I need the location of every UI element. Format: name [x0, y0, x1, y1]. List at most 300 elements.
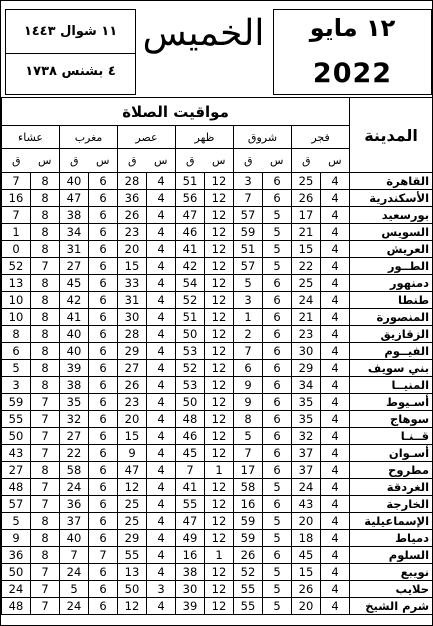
minute-cell: 38 [176, 564, 205, 581]
hour-cell: 4 [321, 411, 350, 428]
minute-cell: 20 [118, 241, 147, 258]
prayer-header: مغرب [60, 126, 118, 149]
city-name: شرم الشيخ [350, 598, 433, 615]
minute-cell: 7 [176, 462, 205, 479]
minute-cell: 37 [60, 513, 89, 530]
minute-cell: 32 [60, 411, 89, 428]
hour-cell: 4 [321, 530, 350, 547]
hour-cell: 5 [263, 258, 292, 275]
city-name: بني سويف [350, 360, 433, 377]
minute-cell: 5 [2, 513, 31, 530]
hour-cell: 5 [263, 479, 292, 496]
table-row [2, 547, 433, 564]
hour-cell: 6 [89, 496, 118, 513]
minute-cell: 42 [60, 292, 89, 309]
minute-cell: 1 [2, 224, 31, 241]
hour-cell: 4 [321, 343, 350, 360]
table-row [2, 394, 433, 411]
minute-cell: 5 [234, 275, 263, 292]
gregorian-date-box [273, 9, 432, 95]
hour-cell: 12 [205, 326, 234, 343]
hour-cell: 4 [147, 496, 176, 513]
minute-cell: 26 [292, 581, 321, 598]
minute-cell: 50 [176, 326, 205, 343]
minute-unit: ق [11, 154, 21, 167]
minute-cell: 26 [292, 190, 321, 207]
minute-cell: 41 [176, 479, 205, 496]
minute-cell: 10 [2, 309, 31, 326]
minute-cell: 23 [292, 326, 321, 343]
minute-unit: ق [127, 154, 137, 167]
minute-cell: 27 [2, 462, 31, 479]
minute-cell: 15 [292, 241, 321, 258]
hour-cell: 6 [263, 445, 292, 462]
minute-cell: 59 [234, 513, 263, 530]
hijri-coptic-box [5, 9, 136, 95]
minute-cell: 35 [60, 394, 89, 411]
minute-cell: 51 [176, 309, 205, 326]
table-row [2, 598, 433, 615]
hour-cell: 8 [31, 207, 60, 224]
table-row [2, 241, 433, 258]
hour-cell: 12 [205, 530, 234, 547]
table-row [2, 224, 433, 241]
table-row [2, 462, 433, 479]
minute-cell: 26 [118, 207, 147, 224]
minute-cell: 55 [176, 496, 205, 513]
minute-cell: 45 [176, 445, 205, 462]
hour-cell: 4 [147, 547, 176, 564]
minute-cell: 9 [2, 530, 31, 547]
minute-cell: 47 [176, 207, 205, 224]
minute-cell: 58 [60, 462, 89, 479]
city-name: القاهرة [350, 173, 433, 190]
prayer-header: عصر [118, 126, 176, 149]
minute-cell: 15 [118, 428, 147, 445]
hour-cell: 7 [31, 394, 60, 411]
city-name: الطــور [350, 258, 433, 275]
minute-cell: 22 [60, 445, 89, 462]
unit-header [2, 149, 60, 173]
minute-cell: 35 [292, 394, 321, 411]
hour-cell: 4 [147, 190, 176, 207]
hour-cell: 4 [147, 479, 176, 496]
minute-unit: ق [243, 154, 253, 167]
minute-cell: 20 [118, 411, 147, 428]
hour-cell: 7 [31, 428, 60, 445]
hour-cell: 8 [31, 360, 60, 377]
minute-cell: 26 [118, 377, 147, 394]
minute-cell: 48 [176, 411, 205, 428]
hour-cell: 4 [147, 394, 176, 411]
hour-cell: 12 [205, 496, 234, 513]
hour-cell: 4 [147, 224, 176, 241]
minute-cell: 37 [292, 462, 321, 479]
minute-cell: 27 [60, 258, 89, 275]
minute-cell: 10 [2, 292, 31, 309]
hour-cell: 3 [147, 581, 176, 598]
minute-cell: 47 [118, 462, 147, 479]
table-row [2, 377, 433, 394]
hour-cell: 6 [89, 258, 118, 275]
minute-cell: 24 [60, 479, 89, 496]
table-row [2, 360, 433, 377]
minute-cell: 6 [2, 343, 31, 360]
minute-cell: 50 [176, 394, 205, 411]
city-name: السويس [350, 224, 433, 241]
gregorian-date: ١٢ مايو [309, 14, 396, 42]
table-title: مواقيت الصلاة [2, 98, 350, 126]
hour-cell: 5 [263, 224, 292, 241]
city-name: أسـوان [350, 445, 433, 462]
hour-cell: 4 [321, 360, 350, 377]
hour-cell: 8 [31, 530, 60, 547]
prayer-header: ظهر [176, 126, 234, 149]
minute-cell: 18 [292, 530, 321, 547]
hour-cell: 8 [31, 190, 60, 207]
hour-cell: 6 [263, 173, 292, 190]
minute-cell: 22 [292, 258, 321, 275]
hour-cell: 5 [263, 564, 292, 581]
minute-cell: 30 [176, 581, 205, 598]
minute-cell: 46 [176, 428, 205, 445]
hour-cell: 6 [89, 326, 118, 343]
unit-header [234, 149, 292, 173]
minute-cell: 3 [234, 173, 263, 190]
minute-cell: 49 [176, 530, 205, 547]
hour-cell: 4 [147, 445, 176, 462]
hour-cell: 8 [31, 275, 60, 292]
hour-cell: 6 [263, 411, 292, 428]
minute-cell: 32 [292, 428, 321, 445]
hour-cell: 4 [147, 275, 176, 292]
hour-cell: 8 [31, 462, 60, 479]
hour-cell: 7 [31, 411, 60, 428]
hour-cell: 7 [31, 581, 60, 598]
hour-cell: 4 [147, 241, 176, 258]
hour-cell: 4 [321, 547, 350, 564]
minute-cell: 6 [234, 360, 263, 377]
minute-cell: 35 [292, 411, 321, 428]
unit-header [292, 149, 350, 173]
minute-cell: 48 [2, 598, 31, 615]
hour-cell: 12 [205, 394, 234, 411]
minute-cell: 53 [176, 343, 205, 360]
hour-cell: 4 [147, 428, 176, 445]
minute-cell: 24 [292, 292, 321, 309]
hour-cell: 1 [205, 462, 234, 479]
hour-cell: 5 [263, 241, 292, 258]
hour-cell: 7 [31, 564, 60, 581]
hour-cell: 8 [31, 224, 60, 241]
minute-cell: 55 [2, 411, 31, 428]
minute-cell: 15 [292, 564, 321, 581]
hour-cell: 4 [321, 462, 350, 479]
table-row [2, 173, 433, 190]
hour-unit: س [328, 154, 342, 167]
minute-cell: 29 [118, 343, 147, 360]
city-name: بورسعيد [350, 207, 433, 224]
hour-cell: 12 [205, 275, 234, 292]
hour-cell: 6 [89, 224, 118, 241]
minute-cell: 55 [118, 547, 147, 564]
minute-cell: 40 [60, 530, 89, 547]
table-row [2, 479, 433, 496]
minute-cell: 47 [176, 513, 205, 530]
hour-cell: 8 [31, 547, 60, 564]
minute-cell: 7 [234, 343, 263, 360]
minute-cell: 1 [234, 309, 263, 326]
hijri-date: ١١ شوال ١٤٤٣ [23, 24, 118, 39]
hour-cell: 5 [263, 581, 292, 598]
minute-cell: 7 [2, 173, 31, 190]
city-name: الغردقة [350, 479, 433, 496]
hour-cell: 6 [89, 581, 118, 598]
hour-cell: 4 [147, 564, 176, 581]
hour-unit: س [212, 154, 226, 167]
minute-cell: 20 [292, 513, 321, 530]
hour-cell: 4 [147, 462, 176, 479]
hour-cell: 12 [205, 190, 234, 207]
minute-cell: 5 [2, 360, 31, 377]
hour-cell: 7 [31, 598, 60, 615]
table-row [2, 445, 433, 462]
minute-cell: 7 [234, 190, 263, 207]
hour-cell: 6 [89, 530, 118, 547]
minute-cell: 3 [2, 377, 31, 394]
minute-cell: 5 [60, 581, 89, 598]
hour-cell: 12 [205, 564, 234, 581]
minute-cell: 52 [176, 360, 205, 377]
minute-cell: 23 [118, 394, 147, 411]
hour-cell: 4 [321, 292, 350, 309]
hour-cell: 12 [205, 292, 234, 309]
minute-cell: 16 [234, 496, 263, 513]
hour-unit: س [38, 154, 52, 167]
hour-cell: 6 [89, 241, 118, 258]
hour-cell: 6 [89, 309, 118, 326]
hour-cell: 4 [147, 360, 176, 377]
coptic-date: ٤ بشنس ١٧٣٨ [25, 64, 116, 79]
hour-cell: 4 [147, 343, 176, 360]
minute-cell: 56 [176, 190, 205, 207]
hour-cell: 4 [321, 394, 350, 411]
minute-cell: 48 [2, 479, 31, 496]
day-name: الخميس [142, 13, 265, 54]
minute-cell: 24 [60, 598, 89, 615]
table-row [2, 258, 433, 275]
hour-cell: 7 [31, 496, 60, 513]
minute-cell: 24 [60, 564, 89, 581]
hour-cell: 4 [321, 445, 350, 462]
minute-cell: 36 [118, 190, 147, 207]
prayer-header: شروق [234, 126, 292, 149]
hour-cell: 12 [205, 598, 234, 615]
minute-cell: 45 [292, 547, 321, 564]
minute-cell: 25 [118, 513, 147, 530]
minute-cell: 41 [176, 241, 205, 258]
minute-cell: 28 [118, 326, 147, 343]
minute-cell: 34 [60, 224, 89, 241]
hour-cell: 4 [321, 564, 350, 581]
minute-cell: 50 [2, 564, 31, 581]
hour-cell: 8 [31, 377, 60, 394]
minute-cell: 7 [60, 547, 89, 564]
minute-cell: 38 [60, 377, 89, 394]
minute-cell: 51 [234, 241, 263, 258]
hour-cell: 12 [205, 343, 234, 360]
hour-cell: 6 [263, 343, 292, 360]
hour-cell: 4 [321, 190, 350, 207]
hour-cell: 4 [321, 496, 350, 513]
hour-cell: 12 [205, 207, 234, 224]
minute-cell: 3 [234, 292, 263, 309]
minute-cell: 55 [234, 598, 263, 615]
hour-unit: س [154, 154, 168, 167]
city-name: طنطا [350, 292, 433, 309]
hour-cell: 6 [89, 445, 118, 462]
hour-cell: 8 [31, 241, 60, 258]
city-name: دمنهور [350, 275, 433, 292]
minute-cell: 45 [60, 275, 89, 292]
hour-cell: 6 [89, 377, 118, 394]
minute-cell: 36 [2, 547, 31, 564]
hour-cell: 6 [263, 394, 292, 411]
hour-cell: 6 [89, 173, 118, 190]
hour-cell: 4 [321, 479, 350, 496]
hour-cell: 4 [321, 224, 350, 241]
hour-cell: 4 [321, 428, 350, 445]
hour-cell: 12 [205, 411, 234, 428]
city-name: الخارجة [350, 496, 433, 513]
hour-cell: 12 [205, 377, 234, 394]
minute-cell: 28 [118, 173, 147, 190]
hour-cell: 6 [89, 394, 118, 411]
minute-cell: 21 [292, 224, 321, 241]
minute-cell: 9 [118, 445, 147, 462]
hour-unit: س [270, 154, 284, 167]
city-name: المنصورة [350, 309, 433, 326]
gregorian-year: 2022 [312, 58, 393, 89]
minute-cell: 26 [234, 547, 263, 564]
minute-cell: 42 [176, 258, 205, 275]
minute-cell: 34 [292, 377, 321, 394]
minute-cell: 17 [234, 462, 263, 479]
table-row [2, 190, 433, 207]
minute-cell: 24 [292, 479, 321, 496]
minute-cell: 52 [234, 564, 263, 581]
hour-cell: 4 [321, 326, 350, 343]
minute-cell: 29 [292, 360, 321, 377]
minute-cell: 41 [60, 309, 89, 326]
minute-cell: 59 [234, 224, 263, 241]
minute-cell: 7 [234, 445, 263, 462]
minute-cell: 33 [118, 275, 147, 292]
minute-unit: ق [185, 154, 195, 167]
hour-cell: 6 [263, 309, 292, 326]
minute-cell: 9 [234, 377, 263, 394]
hour-cell: 4 [321, 377, 350, 394]
minute-cell: 29 [118, 530, 147, 547]
hour-cell: 8 [31, 292, 60, 309]
table-row [2, 275, 433, 292]
hour-cell: 12 [205, 428, 234, 445]
minute-cell: 31 [60, 241, 89, 258]
hour-cell: 4 [321, 581, 350, 598]
hour-cell: 4 [147, 207, 176, 224]
hour-cell: 12 [205, 224, 234, 241]
minute-cell: 40 [60, 343, 89, 360]
hour-cell: 6 [89, 462, 118, 479]
unit-header [118, 149, 176, 173]
minute-cell: 0 [2, 241, 31, 258]
minute-cell: 39 [176, 598, 205, 615]
minute-cell: 27 [118, 360, 147, 377]
minute-cell: 43 [2, 445, 31, 462]
hour-cell: 6 [263, 360, 292, 377]
hour-cell: 4 [147, 309, 176, 326]
city-name: السلوم [350, 547, 433, 564]
hour-cell: 5 [263, 598, 292, 615]
minute-cell: 24 [2, 581, 31, 598]
minute-cell: 5 [234, 428, 263, 445]
minute-cell: 30 [292, 343, 321, 360]
minute-cell: 54 [176, 275, 205, 292]
minute-cell: 8 [2, 326, 31, 343]
minute-cell: 58 [234, 479, 263, 496]
city-name: حلايب [350, 581, 433, 598]
minute-cell: 25 [118, 496, 147, 513]
minute-cell: 40 [60, 326, 89, 343]
hour-cell: 4 [147, 258, 176, 275]
prayer-times-table [1, 97, 433, 615]
hour-cell: 6 [89, 564, 118, 581]
minute-cell: 59 [234, 530, 263, 547]
minute-cell: 12 [118, 598, 147, 615]
hour-cell: 6 [263, 326, 292, 343]
hour-cell: 8 [31, 343, 60, 360]
minute-cell: 25 [292, 173, 321, 190]
hour-cell: 7 [31, 479, 60, 496]
hour-cell: 6 [263, 547, 292, 564]
minute-cell: 38 [60, 207, 89, 224]
hour-cell: 4 [321, 309, 350, 326]
minute-cell: 13 [118, 564, 147, 581]
city-name: الأسكندرية [350, 190, 433, 207]
city-name: نويبع [350, 564, 433, 581]
hour-cell: 12 [205, 360, 234, 377]
city-name: قــنـا [350, 428, 433, 445]
hour-unit: س [96, 154, 110, 167]
hour-cell: 12 [205, 479, 234, 496]
hour-cell: 7 [89, 547, 118, 564]
hour-cell: 6 [263, 292, 292, 309]
hour-cell: 4 [321, 275, 350, 292]
minute-cell: 50 [2, 428, 31, 445]
minute-cell: 12 [118, 479, 147, 496]
hour-cell: 6 [89, 479, 118, 496]
divider [6, 53, 135, 54]
minute-cell: 43 [292, 496, 321, 513]
hour-cell: 12 [205, 173, 234, 190]
minute-cell: 15 [118, 258, 147, 275]
hour-cell: 4 [321, 207, 350, 224]
hour-cell: 5 [263, 513, 292, 530]
city-name: المنيــا [350, 377, 433, 394]
minute-cell: 52 [2, 258, 31, 275]
city-name: الإسماعيلية [350, 513, 433, 530]
minute-cell: 23 [118, 224, 147, 241]
